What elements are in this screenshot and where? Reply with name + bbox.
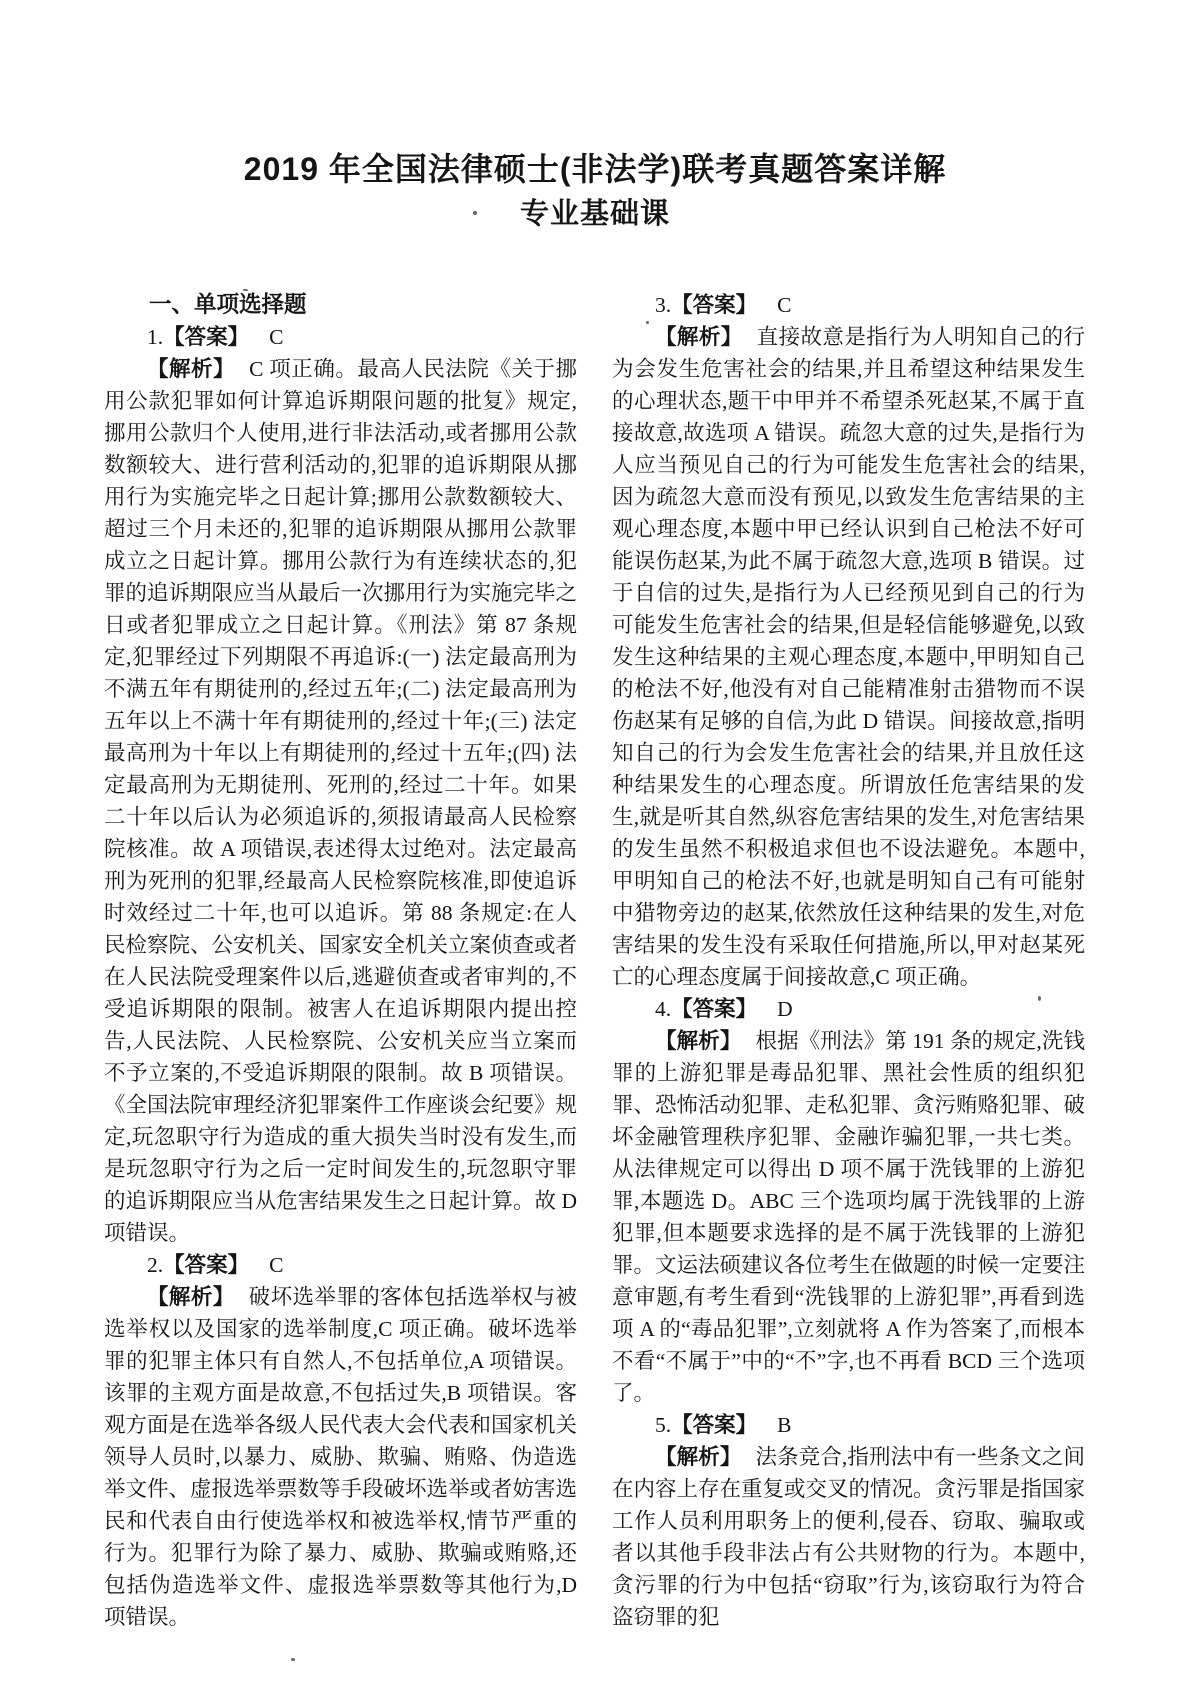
answer-label: 【答案】 [671,1413,758,1437]
answer-label: 【答案】 [163,1253,250,1277]
scan-speck [473,211,477,215]
scan-speck [1038,996,1041,1001]
answer-value: C [269,325,284,349]
left-column [104,289,577,1633]
scan-speck [291,1658,295,1661]
scan-speck [243,289,248,291]
answer-value: D [777,997,793,1021]
analysis-paragraph: 【解析】 破坏选举罪的客体包括选举权与被选举权以及国家的选举制度,C 项正确。破坏选举罪的犯罪主体只有自然人,不包括单位,A 项错误。该罪的主观方面是故意,不包括过失,B 项错误。客观方面是在选举各级人民代表大会代表和国家机关领导人员时,以暴力、威胁、欺骗、贿赂、伪造选举文件、虚报选举票数等手段破坏选举或者妨害选民和代表自由行使选举权和被选举权,情节严重的行为。犯罪行为除了暴力、威胁、欺骗或贿赂,还包括伪造选举文件、虚报选举票数等其他行为,D 项错误。 [104,1285,578,1629]
scan-speck [646,321,649,324]
answer-line [612,289,1085,321]
answer-line [612,993,1085,1025]
answer-value: B [777,1413,792,1437]
right-column [612,289,1085,1633]
answer-label: 【答案】 [671,293,758,317]
answer-value: C [269,1253,284,1277]
answer-number: 3. [655,293,672,317]
answer-line [104,321,577,353]
answer-number: 2. [147,1253,164,1277]
answer-value: C [777,293,792,317]
answer-number: 5. [655,1413,672,1437]
answer-line [612,1409,1085,1441]
analysis-label: 【解析】 [147,1285,235,1309]
answer-number: 1. [147,325,164,349]
analysis-label: 【解析】 [655,1029,742,1053]
answer-label: 【答案】 [163,325,250,349]
analysis-label: 【解析】 [147,357,236,381]
analysis-label: 【解析】 [655,1445,742,1469]
answer-line [104,1249,577,1281]
analysis-paragraph: 【解析】 根据《刑法》第 191 条的规定,洗钱罪的上游犯罪是毒品犯罪、黑社会性质的组织犯罪、恐怖活动犯罪、走私犯罪、贪污贿赂犯罪、破坏金融管理秩序犯罪、金融诈骗犯罪,一共七类。从法律规定可以得出 D 项不属于洗钱罪的上游犯罪,本题选 D。ABC 三个选项均属于洗钱罪的上游犯罪,但本题要求选择的是不属于洗钱罪的上游犯罪。文运法硕建议各位考生在做题的时候一定要注意审题,有考生看到“洗钱罪的上游犯罪”,再看到选项 A 的“毒品犯罪”,立刻就将 A 作为答案了,而根本不看“不属于”中的“不”字,也不再看 BCD 三个选项了。 [612,1029,1086,1405]
analysis-paragraph: 【解析】 直接故意是指行为人明知自己的行为会发生危害社会的结果,并且希望这种结果发生的心理状态,题干中甲并不希望杀死赵某,不属于直接故意,故选项 A 错误。疏忽大意的过失,是指行为人应当预见自己的行为可能发生危害社会的结果,因为疏忽大意而没有预见,以致发生危害结果的主观心理态度,本题中甲已经认识到自己枪法不好可能误伤赵某,为此不属于疏忽大意,选项 B 错误。过于自信的过失,是指行为人已经预见到自己的行为可能发生危害社会的结果,但是轻信能够避免,以致发生这种结果的主观心理态度,本题中,甲明知自己的枪法不好,他没有对自己能精准射击猎物而不误伤赵某有足够的自信,为此 D 错误。间接故意,指明知自己的行为会发生危害社会的结果,并且放任这种结果发生的心理态度。所谓放任危害结果的发生,就是听其自然,纵容危害结果的发生,对危害结果的发生虽然不积极追求但也不设法避免。本题中,甲明知自己的枪法不好,也就是明知自己有可能射中猎物旁边的赵某,依然放任这种结果的发生,对危害结果的发生没有采取任何措施,所以,甲对赵某死亡的心理态度属于间接故意,C 项正确。 [612,325,1085,989]
analysis-paragraph: 【解析】 法条竞合,指刑法中有一些条文之间在内容上存在重复或交叉的情况。贪污罪是指国家工作人员利用职务上的便利,侵吞、窃取、骗取或者以其他手段非法占有公共财物的行为。本题中,贪污罪的行为中包括“窃取”行为,该窃取行为符合盗窃罪的犯 [612,1445,1086,1629]
analysis-paragraph: 【解析】 C 项正确。最高人民法院《关于挪用公款犯罪如何计算追诉期限问题的批复》规定,挪用公款归个人使用,进行非法活动,或者挪用公款数额较大、进行营利活动的,犯罪的追诉期限从挪用行为实施完毕之日起计算;挪用公款数额较大、超过三个月未还的,犯罪的追诉期限从挪用公款罪成立之日起计算。挪用公款行为有连续状态的,犯罪的追诉期限应当从最后一次挪用行为实施完毕之日或者犯罪成立之日起计算。《刑法》第 87 条规定,犯罪经过下列期限不再追诉:(一) 法定最高刑为不满五年有期徒刑的,经过五年;(二) 法定最高刑为五年以上不满十年有期徒刑的,经过十年;(三) 法定最高刑为十年以上有期徒刑的,经过十五年;(四) 法定最高刑为无期徒刑、死刑的,经过二十年。如果二十年以后认为必须追诉的,须报请最高人民检察院核准。故 A 项错误,表述得太过绝对。法定最高刑为死刑的犯罪,经最高人民检察院核准,即使追诉时效经过二十年,也可以追诉。第 88 条规定:在人民检察院、公安机关、国家安全机关立案侦查或者在人民法院受理案件以后,逃避侦查或者审判的,不受追诉期限的限制。被害人在追诉期限内提出控告,人民法院、人民检察院、公安机关应当立案而不予立案的,不受追诉期限的限制。故 B 项错误。《全国法院审理经济犯罪案件工作座谈会纪要》规定,玩忽职守行为造成的重大损失当时没有发生,而是玩忽职守行为之后一定时间发生的,玩忽职守罪的追诉期限应当从危害结果发生之日起计算。故 D 项错误。 [104,357,578,1245]
analysis-label: 【解析】 [655,325,743,349]
answer-number: 4. [655,997,672,1021]
answer-label: 【答案】 [671,997,758,1021]
page-title: 2019 年全国法律硕士(非法学)联考真题答案详解 [243,151,947,187]
page-subtitle: 专业基础课 [519,198,670,230]
section-heading: 一、单项选择题 [149,292,307,317]
